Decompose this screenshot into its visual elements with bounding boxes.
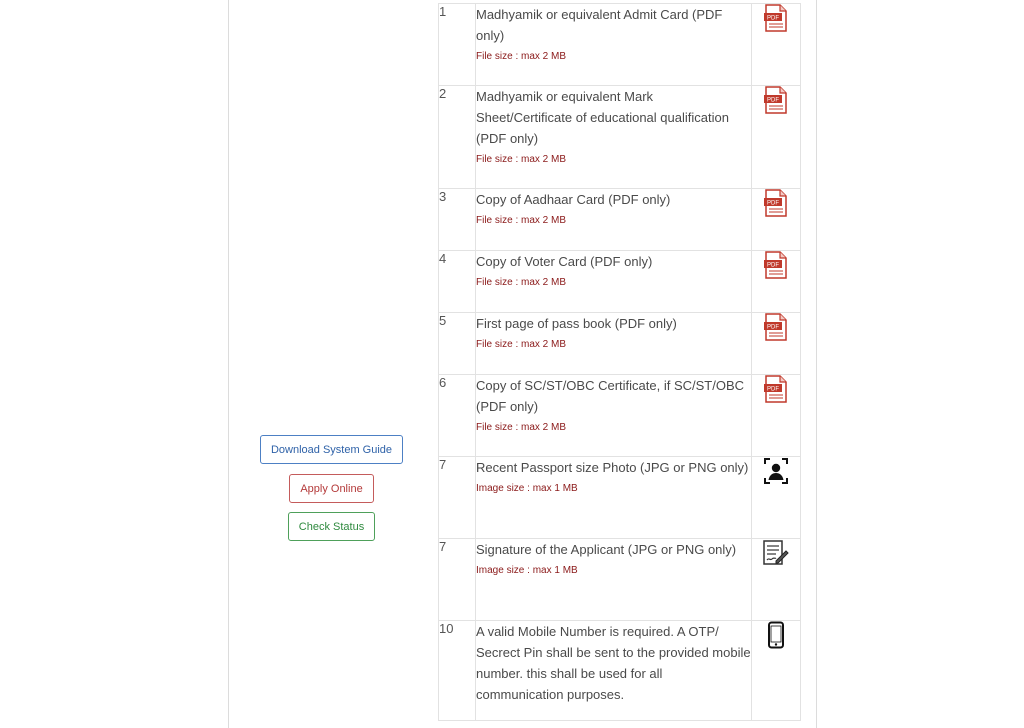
row-number: 6 bbox=[439, 375, 476, 457]
table-row bbox=[439, 189, 801, 251]
sidebar-actions bbox=[260, 435, 403, 550]
pdf-icon[interactable] bbox=[764, 251, 788, 284]
table-row bbox=[439, 375, 801, 457]
svg-text:PDF: PDF bbox=[767, 262, 779, 269]
table-row bbox=[439, 539, 801, 621]
documents-table bbox=[438, 3, 801, 721]
document-description: Copy of SC/ST/OBC Certificate, if SC/ST/OBC (PDF only) bbox=[476, 378, 745, 414]
row-number: 5 bbox=[439, 313, 476, 375]
check-status-button[interactable]: Check Status bbox=[288, 512, 375, 541]
document-description: First page of pass book (PDF only) bbox=[476, 316, 677, 331]
svg-text:PDF: PDF bbox=[767, 15, 779, 22]
pdf-icon[interactable] bbox=[764, 189, 788, 222]
download-system-guide-button[interactable]: Download System Guide bbox=[260, 435, 403, 464]
signature-icon[interactable] bbox=[762, 539, 790, 572]
svg-text:PDF: PDF bbox=[767, 386, 779, 393]
row-number: 7 bbox=[439, 539, 476, 621]
svg-text:PDF: PDF bbox=[767, 200, 779, 207]
pdf-icon[interactable] bbox=[764, 4, 788, 37]
size-limit: File size : max 2 MB bbox=[476, 154, 567, 165]
size-limit: File size : max 2 MB bbox=[476, 422, 567, 433]
row-number: 1 bbox=[439, 4, 476, 86]
size-limit: Image size : max 1 MB bbox=[476, 483, 578, 494]
size-limit: File size : max 2 MB bbox=[476, 51, 567, 62]
photo-icon[interactable] bbox=[763, 457, 789, 490]
table-row bbox=[439, 4, 801, 86]
document-description: Recent Passport size Photo (JPG or PNG only) bbox=[476, 460, 749, 475]
row-number: 4 bbox=[439, 251, 476, 313]
document-description: Madhyamik or equivalent Mark Sheet/Certificate of educational qualification (PDF only) bbox=[476, 89, 729, 146]
document-description: A valid Mobile Number is required. A OTP/ Secrect Pin shall be sent to the provided mobile number. this shall be used for all communication purposes. bbox=[476, 624, 751, 702]
svg-text:PDF: PDF bbox=[767, 97, 779, 104]
size-limit: File size : max 2 MB bbox=[476, 215, 567, 226]
table-row bbox=[439, 86, 801, 189]
size-limit: File size : max 2 MB bbox=[476, 339, 567, 350]
table-row bbox=[439, 457, 801, 539]
row-number: 2 bbox=[439, 86, 476, 189]
svg-text:PDF: PDF bbox=[767, 324, 779, 331]
pdf-icon[interactable] bbox=[764, 375, 788, 408]
document-description: Copy of Voter Card (PDF only) bbox=[476, 254, 653, 269]
apply-online-button[interactable]: Apply Online bbox=[289, 474, 374, 503]
row-number: 10 bbox=[439, 621, 476, 721]
table-row bbox=[439, 313, 801, 375]
size-limit: File size : max 2 MB bbox=[476, 277, 567, 288]
pdf-icon[interactable] bbox=[764, 313, 788, 346]
size-limit: Image size : max 1 MB bbox=[476, 565, 578, 576]
mobile-icon[interactable] bbox=[767, 621, 785, 654]
table-row bbox=[439, 251, 801, 313]
pdf-icon[interactable] bbox=[764, 86, 788, 119]
document-description: Copy of Aadhaar Card (PDF only) bbox=[476, 192, 671, 207]
document-description: Madhyamik or equivalent Admit Card (PDF only) bbox=[476, 7, 723, 43]
document-description: Signature of the Applicant (JPG or PNG only) bbox=[476, 542, 737, 557]
row-number: 3 bbox=[439, 189, 476, 251]
table-row bbox=[439, 621, 801, 721]
row-number: 7 bbox=[439, 457, 476, 539]
